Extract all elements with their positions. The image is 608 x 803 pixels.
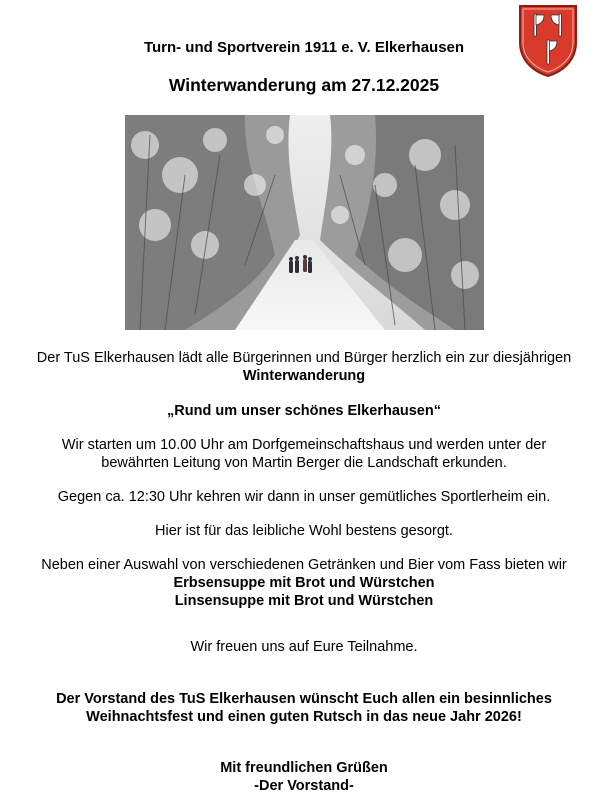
start-line-2: bewährten Leitung von Martin Berger die Landschaft erkunden. (101, 455, 507, 471)
wish-line-1: Der Vorstand des TuS Elkerhausen wünscht Euch allen ein besinnliches (56, 691, 552, 707)
start-line-1: Wir starten um 10.00 Uhr am Dorfgemeinschaftshaus und werden unter der (61, 437, 547, 453)
snowy-forest-path-photo (125, 115, 484, 330)
offer-line: Neben einer Auswahl von verschiedenen Getränken und Bier vom Fass bieten wir (41, 557, 567, 573)
invite-line: Der TuS Elkerhausen lädt alle Bürgerinnen und Bürger herzlich ein zur diesjährigen (36, 350, 572, 366)
motto: „Rund um unser schönes Elkerhausen“ (167, 403, 441, 419)
club-name: Turn- und Sportverein 1911 e. V. Elkerhausen (143, 39, 465, 56)
food-line: Hier ist für das leibliche Wohl bestens gesorgt. (155, 523, 453, 539)
invite-event: Winterwanderung (242, 368, 366, 384)
looking-forward: Wir freuen uns auf Eure Teilnahme. (190, 639, 418, 655)
signature: -Der Vorstand- (254, 778, 354, 794)
page-title: Winterwanderung am 27.12.2025 (168, 75, 440, 95)
closing: Mit freundlichen Grüßen (220, 760, 388, 776)
wish-line-2: Weihnachtsfest und einen guten Rutsch in das neue Jahr 2026! (86, 709, 522, 725)
return-line: Gegen ca. 12:30 Uhr kehren wir dann in unser gemütliches Sportlerheim ein. (57, 489, 551, 505)
menu-item-1: Erbsensuppe mit Brot und Würstchen (173, 575, 435, 591)
menu-item-2: Linsensuppe mit Brot und Würstchen (174, 593, 434, 609)
